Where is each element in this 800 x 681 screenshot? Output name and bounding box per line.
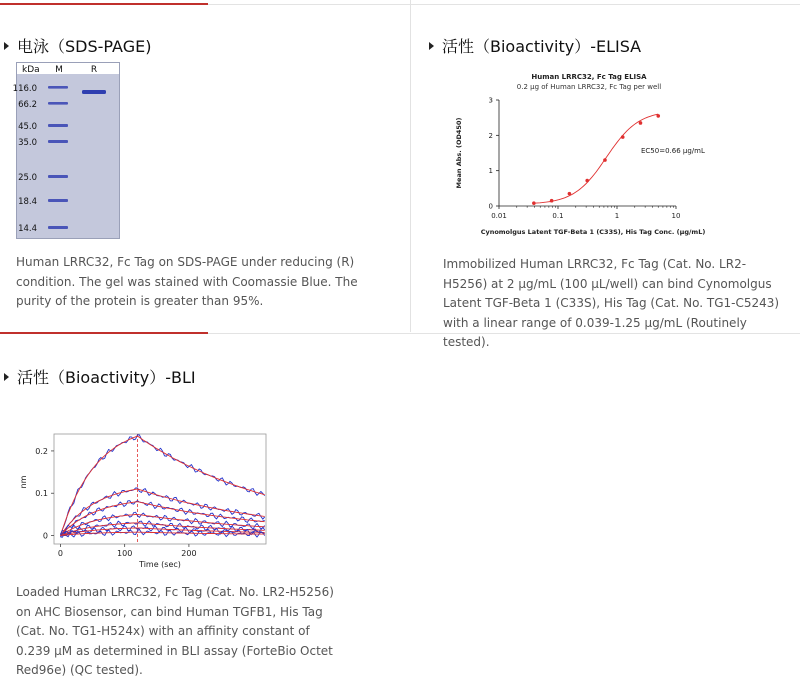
elisa-data-point [585, 179, 589, 183]
bullet-icon [4, 373, 9, 381]
bli-panel [0, 332, 800, 677]
elisa-x-tick-label: 0.1 [552, 212, 564, 220]
elisa-data-point [550, 199, 554, 203]
marker-label-18: 18.4 [18, 197, 37, 207]
marker-label-45: 45.0 [18, 122, 37, 132]
bli-y-tick-label: 0.1 [35, 489, 48, 499]
section-accent-line [0, 332, 208, 334]
elisa-x-tick-label: 10 [671, 212, 681, 220]
marker-band [48, 226, 68, 229]
elisa-annotation: EC50=0.66 μg/mL [641, 147, 705, 155]
marker-band [48, 86, 68, 89]
elisa-data-point [532, 201, 536, 205]
marker-label-14: 14.4 [18, 224, 37, 234]
gel-header-marker: M [55, 65, 63, 75]
marker-label-25: 25.0 [18, 173, 37, 183]
bli-y-tick-label: 0.2 [35, 446, 48, 456]
elisa-y-tick-label: 3 [488, 96, 493, 105]
gel-header-kda: kDa [22, 65, 40, 75]
elisa-title: 活性（Bioactivity）-ELISA [442, 37, 642, 56]
bli-x-tick-label: 0 [57, 549, 63, 558]
elisa-y-tick-label: 2 [488, 131, 493, 140]
bli-x-tick-label: 200 [181, 549, 197, 558]
elisa-data-point [621, 135, 625, 139]
elisa-data-point [639, 121, 643, 125]
marker-label-116: 116.0 [12, 84, 37, 94]
elisa-x-axis-label: Cynomolgus Latent TGF-Beta 1 (C33S), His Tag Conc. (μg/mL) [480, 228, 706, 236]
marker-band [48, 102, 68, 105]
elisa-fit-curve [534, 114, 658, 203]
section-divider [411, 4, 800, 5]
sds-page-panel [0, 0, 410, 332]
elisa-data-point [656, 114, 660, 118]
elisa-panel [410, 0, 800, 349]
elisa-data-point [568, 192, 572, 196]
bli-sensorgram-chart [14, 426, 289, 576]
bli-x-tick-label: 100 [117, 549, 133, 558]
elisa-x-tick-label: 1 [614, 212, 620, 220]
elisa-heading [429, 34, 641, 57]
bli-title: 活性（Bioactivity）-BLI [17, 368, 196, 387]
sds-page-title: 电泳（SDS-PAGE) [17, 37, 152, 56]
elisa-caption: Immobilized Human LRRC32, Fc Tag (Cat. No. LR2-H5256) at 2 μg/mL (100 μL/well) can bind Cynomolgus Latent TGF-Beta 1 (C33S), His Tag (Cat. No. TG1-C5243) with a linear range of 0.039-1.25 μg/mL (Routinely tested). [443, 257, 780, 349]
bli-y-tick-label: 0 [42, 531, 48, 541]
elisa-y-axis-label: Mean Abs. (OD450) [455, 117, 463, 189]
elisa-x-tick-label: 0.01 [491, 212, 507, 220]
bli-caption: Loaded Human LRRC32, Fc Tag (Cat. No. LR2-H5256) on AHC Biosensor, can bind Human TGFB1, His Tag (Cat. No. TG1-H524x) with an affinity constant of 0.239 μM as determined in BLI assay (ForteBio Octet Red96e) (QC tested). [16, 585, 334, 677]
section-accent-line [0, 3, 208, 5]
elisa-data-point [603, 158, 607, 162]
bli-heading [4, 365, 196, 388]
marker-label-66: 66.2 [18, 100, 37, 110]
marker-label-35: 35.0 [18, 138, 37, 148]
elisa-chart-title: Human LRRC32, Fc Tag ELISA [531, 73, 647, 81]
marker-band [48, 140, 68, 143]
bullet-icon [429, 42, 434, 50]
sample-band [82, 90, 106, 94]
marker-band [48, 199, 68, 202]
bli-y-axis-label: nm [19, 475, 28, 489]
bullet-icon [4, 42, 9, 50]
elisa-chart [451, 70, 711, 250]
sds-page-gel-image [12, 62, 122, 240]
marker-band [48, 175, 68, 178]
elisa-y-tick-label: 1 [488, 167, 493, 176]
sds-page-caption: Human LRRC32, Fc Tag on SDS-PAGE under reducing (R) condition. The gel was stained with Coomassie Blue. The purity of the protein is greater than 95%. [16, 255, 358, 308]
sds-page-heading [4, 34, 151, 57]
gel-background [17, 74, 119, 238]
marker-band [48, 124, 68, 127]
elisa-y-tick-label: 0 [488, 202, 493, 211]
bli-x-axis-label: Time (sec) [139, 560, 181, 569]
gel-header-sample: R [90, 65, 98, 75]
elisa-chart-subtitle: 0.2 μg of Human LRRC32, Fc Tag per well [516, 83, 662, 91]
